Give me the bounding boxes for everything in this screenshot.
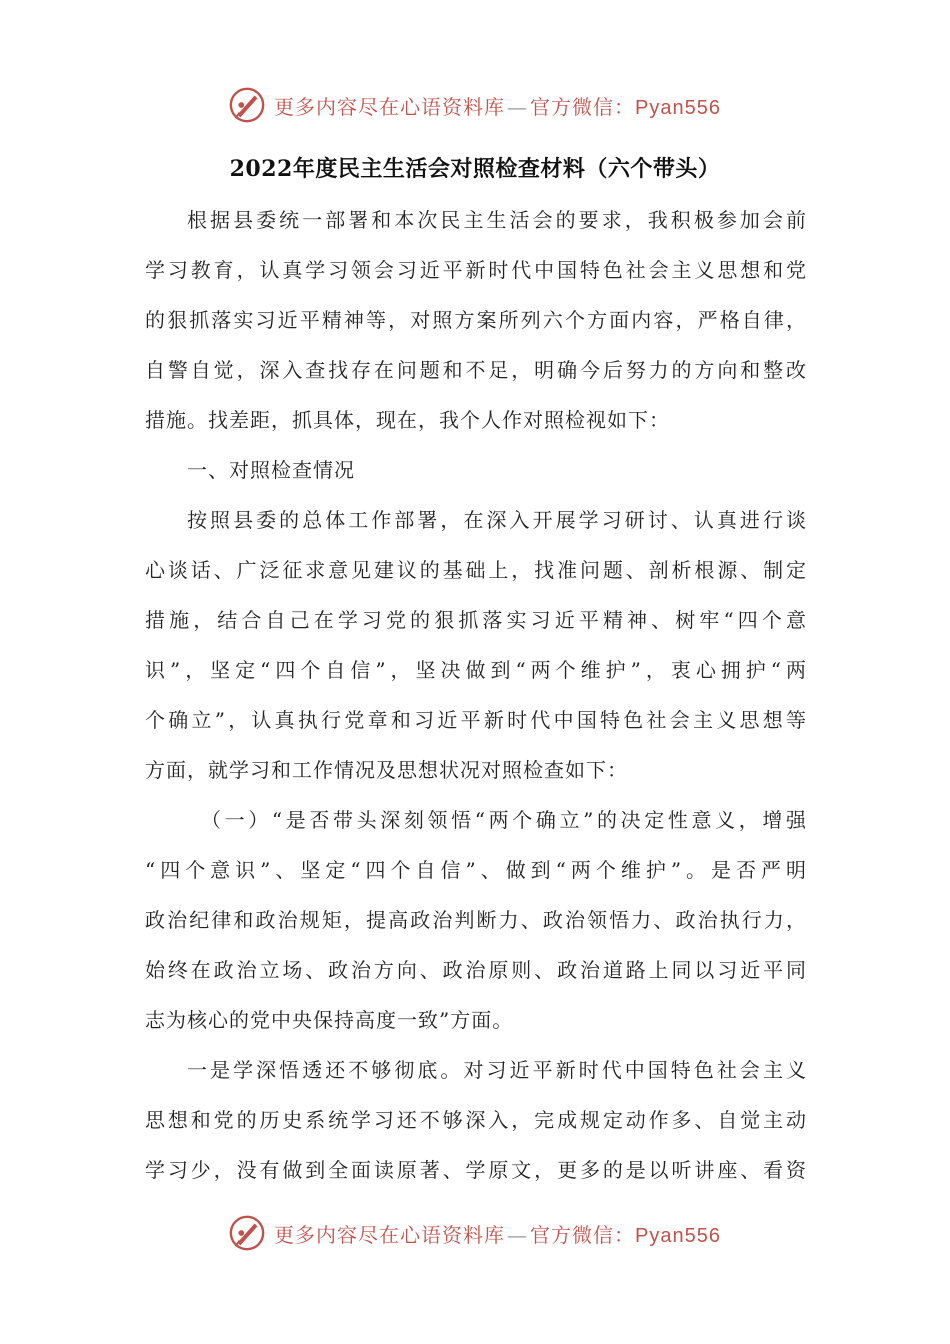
text-line: 学习少，没有做到全面读原著、学原文，更多的是以听讲座、看资 <box>145 1158 807 1182</box>
text-line: 始终在政治立场、政治方向、政治原则、政治道路上同以习近平同 <box>145 958 807 982</box>
text-line: 识”，坚定“四个自信”，坚决做到“两个维护”，衷心拥护“两 <box>145 658 807 682</box>
text-line: 自警自觉，深入查找存在问题和不足，明确今后努力的方向和整改 <box>145 358 807 382</box>
quill-logo-icon <box>228 86 266 124</box>
watermark-text <box>274 1219 721 1248</box>
text-line: 思想和党的历史系统学习还不够深入，完成规定动作多、自觉主动 <box>145 1108 807 1132</box>
text-line: 学习教育，认真学习领会习近平新时代中国特色社会主义思想和党 <box>145 258 807 282</box>
text-line: 志为核心的党中央保持高度一致”方面。 <box>145 1008 514 1032</box>
document-body <box>145 203 807 1203</box>
quill-logo-icon <box>228 1214 266 1252</box>
watermark-account: Pyan556 <box>635 96 721 119</box>
watermark-separator: — <box>507 94 528 119</box>
header-watermark <box>0 80 950 128</box>
text-line: 根据县委统一部署和本次民主生活会的要求，我积极参加会前 <box>187 208 807 232</box>
watermark-text <box>274 91 721 120</box>
watermark-main: 更多内容尽在心语资料库 <box>274 94 505 119</box>
text-line: 方面，就学习和工作情况及思想状况对照检查如下： <box>145 758 628 782</box>
document-title: 2022年度民主生活会对照检查材料（六个带头） <box>229 156 721 182</box>
text-line: “四个意识”、坚定“四个自信”、做到“两个维护”。是否严明 <box>145 858 807 882</box>
text-line: 心谈话、广泛征求意见建议的基础上，找准问题、剖析根源、制定 <box>145 558 807 582</box>
watermark-separator: — <box>507 1222 528 1247</box>
watermark-official: 官方微信： <box>530 94 635 119</box>
footer-watermark <box>0 1208 950 1256</box>
text-line: 个确立”，认真执行党章和习近平新时代中国特色社会主义思想等 <box>145 708 807 732</box>
text-line: 的狠抓落实习近平精神等，对照方案所列六个方面内容，严格自律， <box>145 308 807 332</box>
text-line: 一是学深悟透还不够彻底。对习近平新时代中国特色社会主义 <box>187 1058 807 1082</box>
text-line: （一）“是否带头深刻领悟“两个确立”的决定性意义，增强 <box>201 808 807 832</box>
text-line: 政治纪律和政治规矩，提高政治判断力、政治领悟力、政治执行力， <box>145 908 807 932</box>
watermark-main: 更多内容尽在心语资料库 <box>274 1222 505 1247</box>
text-line: 措施，结合自己在学习党的狠抓落实习近平精神、树牢“四个意 <box>145 608 807 632</box>
text-line: 按照县委的总体工作部署，在深入开展学习研讨、认真进行谈 <box>187 508 807 532</box>
watermark-official: 官方微信： <box>530 1222 635 1247</box>
section-heading: 一、对照检查情况 <box>187 458 355 482</box>
text-line: 措施。找差距，抓具体，现在，我个人作对照检视如下： <box>145 408 670 432</box>
watermark-account: Pyan556 <box>635 1224 721 1247</box>
